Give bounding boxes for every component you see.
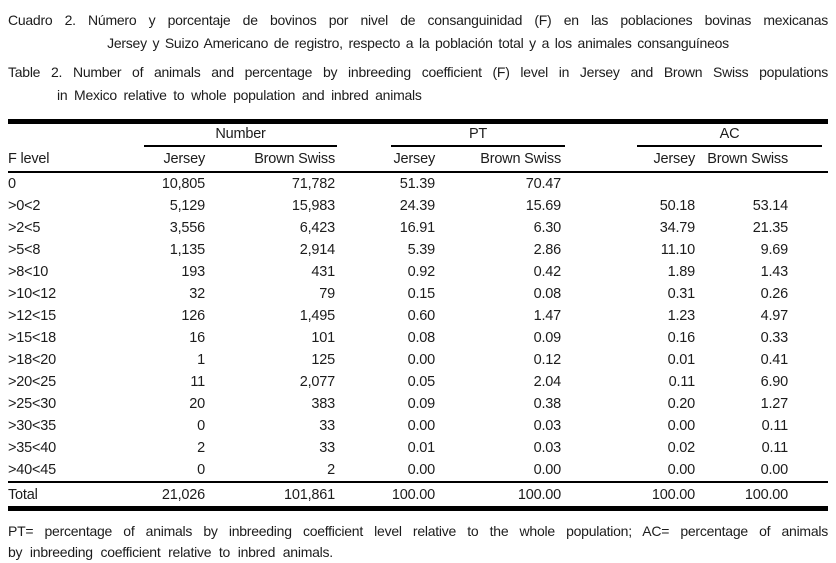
- spacer-cell: [567, 415, 615, 437]
- value-cell: 100.00: [701, 482, 828, 506]
- value-cell: 0.92: [407, 264, 435, 280]
- value-cell: 0: [197, 462, 205, 478]
- value-cell: 16.91: [399, 220, 435, 236]
- f-level-cell: >12<15: [8, 308, 56, 324]
- value-cell: 10,805: [161, 176, 205, 192]
- spacer-cell: [567, 305, 615, 327]
- value-cell: 0.11: [668, 374, 696, 390]
- table-row: [8, 239, 828, 261]
- value-cell: 6.30: [533, 220, 562, 236]
- table-row: [8, 305, 828, 327]
- f-level-cell: >40<45: [8, 462, 56, 478]
- spacer-cell: [567, 239, 615, 261]
- value-cell: 1.47: [533, 308, 562, 324]
- value-cell: 1.43: [760, 264, 789, 280]
- group-label-pt: PT: [391, 124, 565, 147]
- spacer-cell: [341, 283, 367, 305]
- value-cell: 79: [319, 286, 335, 302]
- spacer-cell: [341, 217, 367, 239]
- value-cell: 3,556: [169, 220, 205, 236]
- table-row: [8, 393, 828, 415]
- value-cell: 2,077: [299, 374, 335, 390]
- spacer-cell: [567, 437, 615, 459]
- table-body: [8, 172, 828, 506]
- spacer-cell: [567, 217, 615, 239]
- value-cell: 1.23: [667, 308, 696, 324]
- spacer-cell: [567, 172, 615, 195]
- inbreeding-table: [8, 124, 828, 506]
- value-cell: 0.00: [407, 462, 435, 478]
- f-level-cell: >8<10: [8, 264, 49, 280]
- spacer-cell: [567, 124, 615, 147]
- table-bottom-rule: [8, 506, 828, 511]
- value-cell: 431: [311, 264, 335, 280]
- value-cell: 1.27: [760, 396, 789, 412]
- value-cell: 383: [311, 396, 335, 412]
- value-cell: 5.39: [407, 242, 435, 258]
- value-cell: 6,423: [299, 220, 335, 236]
- value-cell: 11: [190, 374, 205, 390]
- value-cell: 24.39: [399, 198, 435, 214]
- value-cell: 0.20: [667, 396, 696, 412]
- table-row: [8, 261, 828, 283]
- group-header-ac: [615, 124, 828, 147]
- spacer-cell: [567, 393, 615, 415]
- value-cell: 70.47: [525, 176, 562, 192]
- value-cell: 0.15: [407, 286, 435, 302]
- title-spanish-line2: Jersey y Suizo Americano de registro, respecto a la población total y a los animales consanguíneos: [107, 35, 729, 51]
- value-cell: 21.35: [752, 220, 789, 236]
- spacer-cell: [567, 283, 615, 305]
- value-cell: 2: [327, 462, 335, 478]
- spacer-cell: [341, 415, 367, 437]
- value-cell: 9.69: [760, 242, 789, 258]
- table-row: [8, 349, 828, 371]
- spacer-cell: [341, 371, 367, 393]
- title-spanish-line1: Cuadro 2. Número y porcentaje de bovinos por nivel de consanguinidad (F) en las poblaciones bovinas mexicanas: [8, 12, 828, 28]
- value-cell: 51.39: [399, 176, 435, 192]
- value-cell: 2.86: [533, 242, 562, 258]
- value-cell: 5,129: [169, 198, 205, 214]
- value-cell: 0.00: [760, 462, 789, 478]
- value-cell: 0.31: [667, 286, 696, 302]
- value-cell: 0: [197, 418, 205, 434]
- value-cell: 0.42: [533, 264, 562, 280]
- value-cell: 0.11: [761, 440, 789, 456]
- footnote-line1: PT= percentage of animals by inbreeding coefficient level relative to the whole population; AC= percentage of animals: [8, 523, 828, 539]
- spacer-cell: [341, 172, 367, 195]
- spacer-cell: [341, 261, 367, 283]
- title-english: [8, 61, 828, 107]
- spacer-cell: [341, 437, 367, 459]
- value-cell: 0.12: [533, 352, 562, 368]
- f-level-cell: >2<5: [8, 220, 41, 236]
- title-spanish: [8, 9, 828, 55]
- table-row: [8, 459, 828, 482]
- total-row: [8, 482, 828, 506]
- value-cell: 0.33: [760, 330, 789, 346]
- spacer-cell: [567, 459, 615, 482]
- value-cell: 0.38: [533, 396, 562, 412]
- f-level-cell: >30<35: [8, 418, 56, 434]
- value-cell: 0.09: [533, 330, 562, 346]
- value-cell: 20: [189, 396, 205, 412]
- value-cell: 0.01: [407, 440, 435, 456]
- value-cell: 0.00: [667, 418, 696, 434]
- value-cell: 32: [189, 286, 205, 302]
- title-english-line1: Table 2. Number of animals and percentage by inbreeding coefficient (F) level in Jersey and Brown Swiss populations: [8, 64, 828, 80]
- value-cell: 0.00: [407, 418, 435, 434]
- f-level-cell: >10<12: [8, 286, 56, 302]
- value-cell: 0.08: [533, 286, 562, 302]
- value-cell: 0.02: [667, 440, 696, 456]
- spacer-cell: [341, 482, 367, 506]
- value-cell: 1: [197, 352, 205, 368]
- f-level-cell: Total: [8, 482, 138, 506]
- value-cell: 0.05: [407, 374, 435, 390]
- table-row: [8, 283, 828, 305]
- value-cell: 125: [311, 352, 335, 368]
- value-cell: [701, 172, 828, 195]
- group-label-ac: AC: [637, 124, 822, 147]
- group-header-empty: [8, 124, 138, 147]
- table-row: [8, 327, 828, 349]
- table-row: [8, 437, 828, 459]
- col-header-pt-jersey: Jersey: [367, 147, 441, 172]
- table-row: [8, 217, 828, 239]
- value-cell: 50.18: [659, 198, 696, 214]
- value-cell: 100.00: [441, 482, 567, 506]
- value-cell: 21,026: [138, 482, 211, 506]
- col-header-ac-jersey: Jersey: [615, 147, 701, 172]
- value-cell: 11.10: [660, 242, 696, 258]
- value-cell: 34.79: [659, 220, 696, 236]
- table-row: [8, 172, 828, 195]
- table-row: [8, 415, 828, 437]
- value-cell: 0.60: [407, 308, 435, 324]
- spacer-cell: [567, 482, 615, 506]
- table-row: [8, 371, 828, 393]
- value-cell: 33: [319, 440, 335, 456]
- group-header-row: [8, 124, 828, 147]
- footnote-line2: by inbreeding coefficient relative to inbred animals.: [8, 544, 333, 560]
- spacer-cell: [341, 349, 367, 371]
- spacer-cell: [341, 195, 367, 217]
- f-level-cell: >0<2: [8, 198, 41, 214]
- group-header-number: [138, 124, 341, 147]
- value-cell: 16: [189, 330, 205, 346]
- spacer-cell: [341, 239, 367, 261]
- spacer-cell: [341, 305, 367, 327]
- value-cell: 1,495: [299, 308, 335, 324]
- value-cell: 0.03: [533, 418, 562, 434]
- spacer-cell: [567, 327, 615, 349]
- spacer-cell: [341, 459, 367, 482]
- group-label-number: Number: [144, 124, 337, 147]
- table-row: [8, 195, 828, 217]
- spacer-cell: [341, 124, 367, 147]
- col-header-number-brown-swiss: Brown Swiss: [211, 147, 341, 172]
- f-level-cell: >18<20: [8, 352, 56, 368]
- value-cell: 0.41: [760, 352, 789, 368]
- value-cell: 53.14: [752, 198, 789, 214]
- spacer-cell: [341, 327, 367, 349]
- value-cell: 71,782: [291, 176, 335, 192]
- spacer-cell: [341, 393, 367, 415]
- value-cell: 100.00: [367, 482, 441, 506]
- value-cell: 100.00: [615, 482, 701, 506]
- value-cell: 33: [319, 418, 335, 434]
- value-cell: 1.89: [667, 264, 696, 280]
- spacer-cell: [567, 371, 615, 393]
- column-header-row: [8, 147, 828, 172]
- value-cell: 4.97: [760, 308, 789, 324]
- f-level-cell: >35<40: [8, 440, 56, 456]
- value-cell: 0.00: [407, 352, 435, 368]
- value-cell: 101,861: [211, 482, 341, 506]
- value-cell: 193: [181, 264, 205, 280]
- value-cell: 0.00: [533, 462, 562, 478]
- spacer-cell: [341, 147, 367, 172]
- value-cell: 2,914: [299, 242, 335, 258]
- value-cell: 0.01: [667, 352, 696, 368]
- table-footnote: [8, 521, 828, 563]
- value-cell: 0.03: [533, 440, 562, 456]
- col-header-number-jersey: Jersey: [138, 147, 211, 172]
- value-cell: 101: [311, 330, 335, 346]
- value-cell: 0.16: [667, 330, 696, 346]
- value-cell: 0.26: [760, 286, 789, 302]
- spacer-cell: [567, 195, 615, 217]
- value-cell: 15,983: [291, 198, 335, 214]
- col-header-pt-brown-swiss: Brown Swiss: [441, 147, 567, 172]
- spacer-cell: [567, 261, 615, 283]
- value-cell: 6.90: [760, 374, 789, 390]
- f-level-cell: >25<30: [8, 396, 56, 412]
- f-level-cell: >5<8: [8, 242, 41, 258]
- spacer-cell: [567, 147, 615, 172]
- spacer-cell: [567, 349, 615, 371]
- f-level-cell: 0: [8, 176, 16, 192]
- value-cell: 0.00: [667, 462, 696, 478]
- value-cell: 1,135: [169, 242, 205, 258]
- group-header-pt: [367, 124, 567, 147]
- value-cell: 126: [181, 308, 205, 324]
- value-cell: 0.09: [407, 396, 435, 412]
- value-cell: 2.04: [533, 374, 562, 390]
- f-level-header: F level: [8, 147, 138, 172]
- f-level-cell: >15<18: [8, 330, 56, 346]
- value-cell: [615, 172, 701, 195]
- value-cell: 0.08: [407, 330, 435, 346]
- value-cell: 0.11: [761, 418, 789, 434]
- f-level-cell: >20<25: [8, 374, 56, 390]
- col-header-ac-brown-swiss: Brown Swiss: [701, 147, 828, 172]
- title-english-line2: in Mexico relative to whole population and inbred animals: [57, 87, 422, 103]
- value-cell: 15.69: [525, 198, 562, 214]
- value-cell: 2: [197, 440, 205, 456]
